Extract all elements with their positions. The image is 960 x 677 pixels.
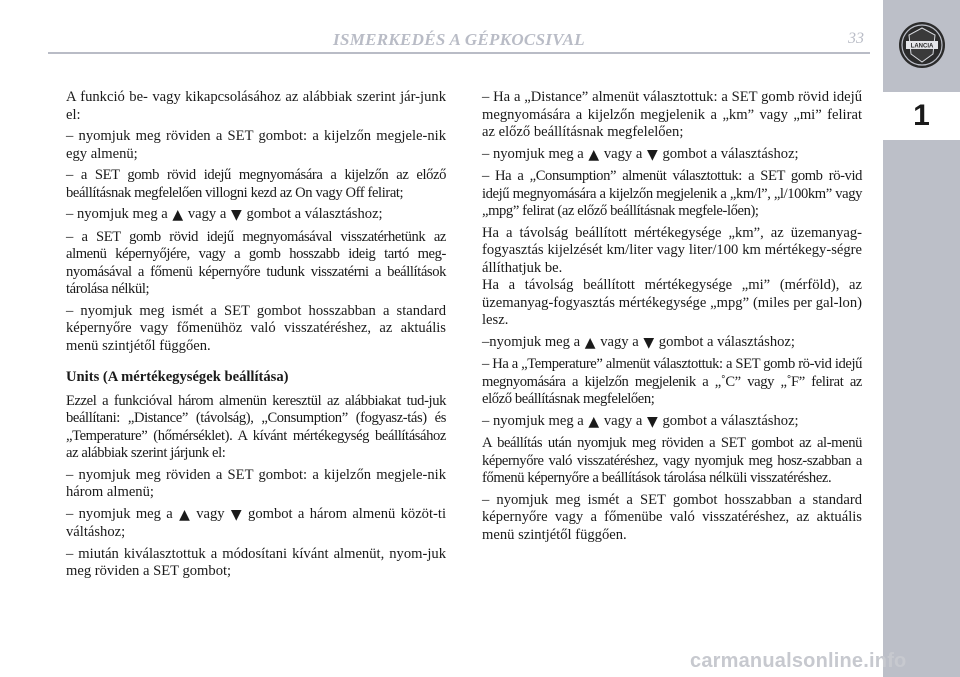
paragraph: – miután kiválasztottuk a módosítani kívánt almenüt, nyom-juk meg röviden a SET gombot;	[66, 545, 446, 579]
lancia-logo-icon	[897, 20, 947, 70]
text-fragment: – nyomjuk meg a	[66, 505, 173, 522]
text-fragment: vagy	[196, 505, 225, 522]
text-fragment: gombot a választáshoz;	[662, 145, 799, 162]
paragraph: – nyomjuk meg ismét a SET gombot hosszabban a standard képernyőre vagy főmenühöz való visszatéréshez, az aktuális menü szintjétől függően.	[66, 302, 446, 354]
up-arrow-icon: ▲	[172, 207, 184, 223]
text-fragment: gombot a választáshoz;	[658, 333, 795, 350]
text-fragment: vagy a	[603, 145, 643, 162]
chapter-number: 1	[913, 99, 930, 132]
left-column	[66, 89, 446, 585]
paragraph: – nyomjuk meg röviden a SET gombot: a kijelzőn megjele-nik egy almenü;	[66, 128, 446, 162]
text-fragment: – nyomjuk meg a	[482, 412, 584, 429]
text-fragment: – nyomjuk meg a	[482, 145, 584, 162]
paragraph	[66, 206, 446, 225]
down-arrow-icon: ▼	[647, 146, 658, 163]
paragraph	[482, 413, 862, 432]
text-fragment: gombot a választáshoz;	[246, 206, 383, 222]
text-fragment: gombot a választáshoz;	[662, 412, 799, 429]
paragraph: Ezzel a funkcióval három almenün keresztül az alábbiakat tud-juk beállítani: „Distance” (távolság), „Consumption” (fogyasz-tás) és „Temperature” (hőmérséklet). A kívánt mértékegység beállításához az alábbiak szerint járjunk el:	[66, 392, 446, 461]
paragraph: – Ha a „Temperature” almenüt választottuk: a SET gomb rö-vid idejű megnyomására a kijelzőn megjelenik a „˚C” vagy „˚F” felirat az előző beállításnak megfelelően;	[482, 356, 862, 407]
section-heading: Units (A mértékegységek beállítása)	[66, 369, 289, 385]
chapter-side-tab	[883, 0, 960, 677]
paragraph: – a SET gomb rövid idejű megnyomására a kijelzőn az előző beállításnak megfelelően villogni kezd az On vagy Off felirat;	[66, 167, 446, 201]
text-fragment: gombot a három almenü közöt-ti váltáshoz;	[66, 505, 446, 540]
up-arrow-icon: ▲	[588, 146, 600, 163]
up-arrow-icon: ▲	[179, 506, 190, 523]
paragraph: – nyomjuk meg ismét a SET gombot hosszabban a standard képernyőre vagy a főmenübe való visszatéréshez, az aktuális menü szintjétől függően.	[482, 491, 862, 543]
text-fragment: –nyomjuk meg a	[482, 333, 581, 350]
text-fragment: vagy a	[600, 333, 639, 350]
up-arrow-icon: ▲	[588, 413, 600, 430]
watermark: carmanualsonline.info	[690, 650, 907, 672]
paragraph: – Ha a „Consumption” almenüt választottuk: a SET gomb rö-vid idejű megnyomására a kijelzőn megjelenik a „km/l”, „l/100km” vagy „mpg” felirat (az előző beállításnak megfele-lően);	[482, 168, 862, 219]
chapter-indicator	[883, 92, 960, 140]
section-title: ISMERKEDÉS A GÉPKOCSIVAL	[333, 30, 585, 49]
page-number: 33	[848, 30, 864, 47]
header-divider	[48, 52, 870, 54]
text-fragment: vagy a	[187, 206, 227, 222]
right-column	[482, 89, 862, 548]
up-arrow-icon: ▲	[584, 334, 596, 351]
svg-text:LANCIA: LANCIA	[910, 43, 934, 50]
paragraph: Ha a távolság beállított mértékegysége „km”, az üzemanyag-fogyasztás kijelzését km/liter vagy liter/100 km mértékegy-ségre állíthatjuk be.	[482, 224, 862, 276]
down-arrow-icon: ▼	[643, 334, 655, 351]
paragraph	[482, 334, 862, 353]
down-arrow-icon: ▼	[647, 413, 658, 430]
paragraph	[66, 506, 446, 542]
paragraph: – Ha a „Distance” almenüt választottuk: a SET gomb rövid idejű megnyomására a kijelzőn megjelenik a „km” vagy „mi” felirat az előző beállításnak megfelelően;	[482, 89, 862, 140]
page-header	[48, 28, 870, 56]
paragraph	[482, 146, 862, 165]
down-arrow-icon: ▼	[231, 207, 242, 223]
paragraph: Ha a távolság beállított mértékegysége „mi” (mérföld), az üzemanyag-fogyasztás mértékegysége „mpg” (miles per gal-lon) lesz.	[482, 277, 862, 328]
down-arrow-icon: ▼	[230, 506, 242, 523]
text-fragment: vagy a	[603, 412, 643, 429]
text-fragment: – nyomjuk meg a	[66, 206, 168, 222]
paragraph: – nyomjuk meg röviden a SET gombot: a kijelzőn megjele-nik három almenü;	[66, 466, 446, 500]
paragraph: A beállítás után nyomjuk meg röviden a SET gombot az al-menü képernyőre való visszatéréshez, vagy nyomjuk meg hosz-szabban a főmenü képernyőre a beállítások tárolása nélküli visszatéréshez.	[482, 435, 862, 486]
paragraph: A funkció be- vagy kikapcsolásához az alábbiak szerint jár-junk el:	[66, 89, 446, 123]
paragraph: – a SET gomb rövid idejű megnyomásával visszatérhetünk az almenü képernyőjére, vagy a gomb hosszabb ideig tartó meg-nyomásával a főmenü képernyőre tudunk visszatérni a beállítások tárolása nélkül;	[66, 228, 446, 297]
